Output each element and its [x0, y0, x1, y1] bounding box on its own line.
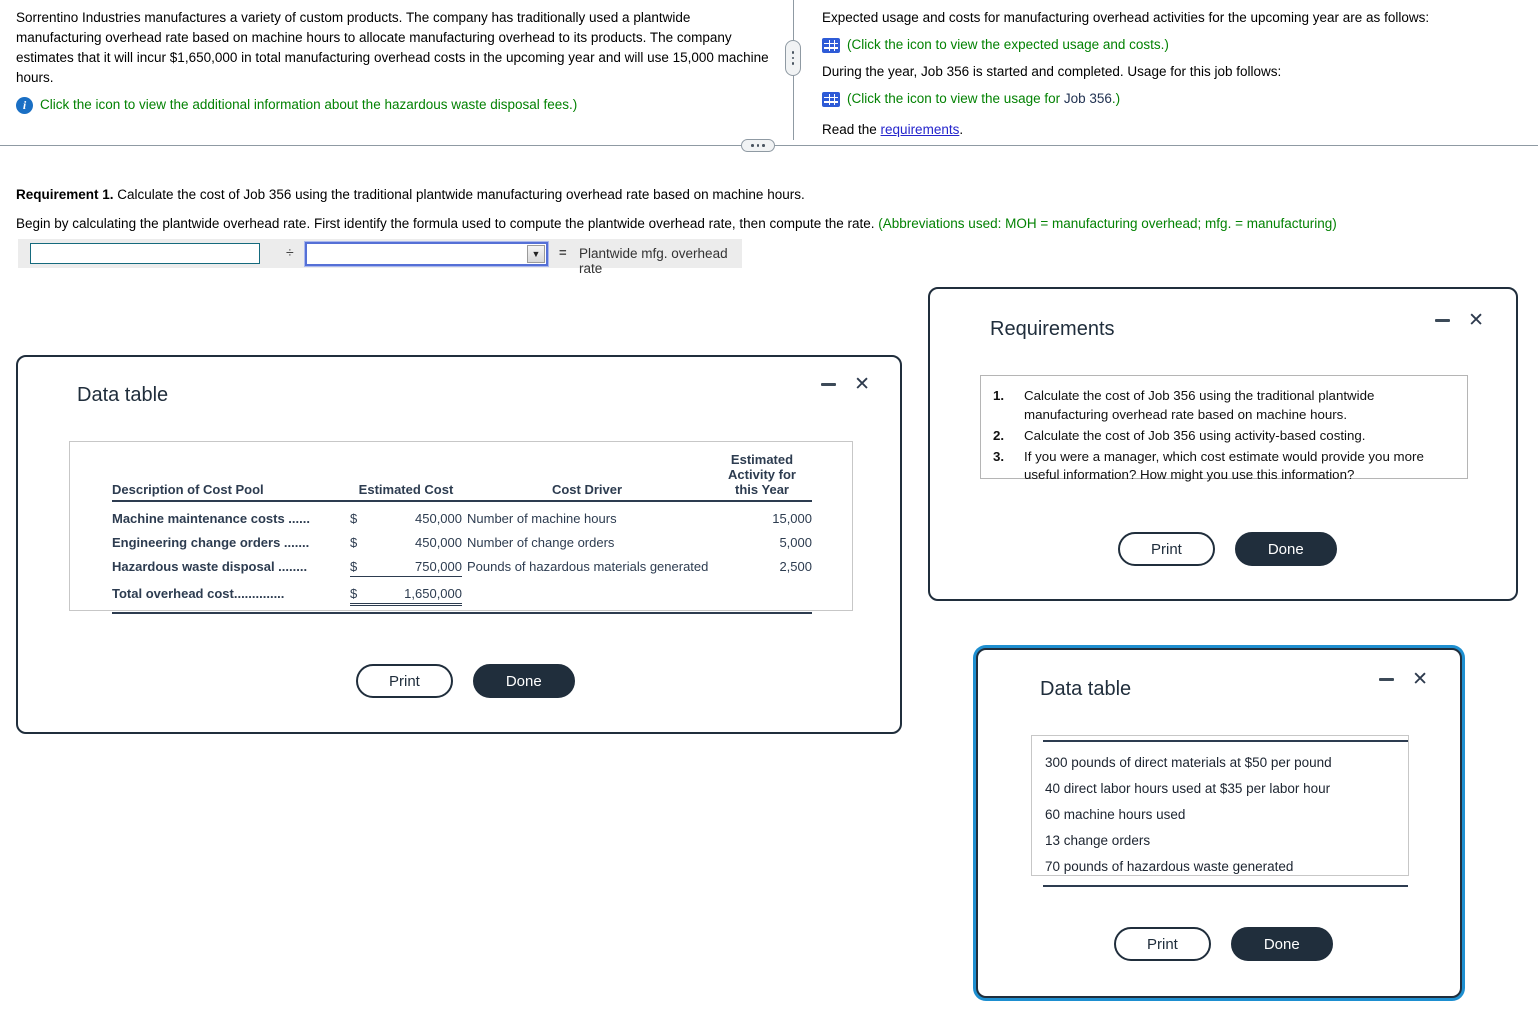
job-usage-item: 300 pounds of direct materials at $50 per pound [1045, 754, 1332, 770]
col-header-cost-driver: Cost Driver [551, 482, 623, 497]
read-requirements-line: Read the requirements. [822, 122, 964, 137]
data-table-dialog [16, 355, 902, 734]
info-link[interactable]: Click the icon to view the additional information about the hazardous waste disposal fees.) [40, 97, 578, 112]
divide-sign: ÷ [286, 244, 294, 260]
done-button[interactable]: Done [1235, 532, 1337, 566]
total-row-amount: $ 1,650,000 [350, 577, 462, 606]
print-button[interactable]: Print [1114, 927, 1211, 961]
horizontal-divider-handle[interactable] [741, 139, 775, 152]
close-icon[interactable]: ✕ [854, 374, 870, 395]
formula-row [18, 239, 742, 276]
row-amount-underlined: $ 750,000 [350, 550, 462, 577]
begin-line: Begin by calculating the plantwide overhead rate. First identify the formula used to compute the plantwide overhead rate, then compute the rate. (Abbreviations used: MOH = manufacturing overhead; mfg. = manufacturing) [16, 216, 1337, 231]
requirement-1-line: Requirement 1. Calculate the cost of Job 356 using the traditional plantwide manufacturing overhead rate based on machine hours. [16, 187, 805, 202]
minimize-icon[interactable] [1379, 678, 1394, 682]
job-usage-item: 60 machine hours used [1045, 806, 1186, 822]
col-header-estimated-cost: Estimated Cost [358, 482, 454, 497]
job-data-table-dialog [976, 648, 1462, 998]
print-button[interactable]: Print [356, 664, 453, 698]
chevron-down-icon[interactable]: ▼ [527, 245, 545, 263]
row-label: Machine maintenance costs ...... [112, 511, 310, 526]
row-label: Hazardous waste disposal ........ [112, 559, 308, 574]
numerator-input[interactable] [30, 243, 260, 264]
requirement-1-label: Requirement 1. [16, 187, 114, 202]
table-icon[interactable] [822, 92, 840, 107]
row-activity: 15,000 [772, 511, 812, 526]
done-button[interactable]: Done [473, 664, 575, 698]
right-line-1: Expected usage and costs for manufacturing overhead activities for the upcoming year are as follows: [822, 10, 1430, 25]
requirements-dialog [928, 287, 1518, 601]
col-header-activity: Estimated Activity for this Year [728, 452, 796, 497]
dialog-title: Requirements [990, 318, 1115, 340]
equals-sign: = [559, 245, 567, 260]
row-driver: Number of machine hours [467, 511, 617, 526]
problem-text: Sorrentino Industries manufactures a variety of custom products. The company has traditionally used a plantwide manufacturing overhead rate based on machine hours to allocate manufacturing overhead to its products. The company estimates that it will incur $1,650,000 in total manufacturing overhead costs in the upcoming year and will use 15,000 machine hours. [16, 10, 769, 85]
requirements-link[interactable]: requirements [880, 122, 960, 137]
row-driver: Pounds of hazardous materials generated [467, 559, 709, 574]
row-driver: Number of change orders [467, 535, 615, 550]
done-button[interactable]: Done [1231, 927, 1333, 961]
requirement-item: 3. If you were a manager, which cost estimate would provide you more useful information? How might you use this information? [993, 448, 1424, 482]
row-amount: $ 450,000 [350, 511, 462, 526]
row-label: Engineering change orders ....... [112, 535, 310, 550]
requirement-item: 1. Calculate the cost of Job 356 using the traditional plantwide manufacturing overhead rate based on machine hours. [993, 388, 1375, 422]
requirements-list [980, 375, 1468, 482]
cost-pool-table [69, 441, 853, 611]
dialog-title: Data table [1040, 678, 1132, 700]
minimize-icon[interactable] [1435, 319, 1450, 323]
usage-costs-link[interactable]: (Click the icon to view the expected usage and costs.) [847, 37, 1169, 52]
job-usage-table [1031, 735, 1409, 876]
problem-statement-right [822, 8, 1522, 140]
denominator-select[interactable] [305, 242, 548, 266]
result-label: Plantwide mfg. overhead rate [579, 246, 728, 276]
job-usage-item: 13 change orders [1045, 832, 1151, 848]
col-header-description: Description of Cost Pool [112, 482, 264, 497]
row-amount: $ 450,000 [350, 535, 462, 550]
table-icon[interactable] [822, 38, 840, 53]
row-activity: 2,500 [779, 559, 812, 574]
minimize-icon[interactable] [821, 383, 836, 387]
info-icon[interactable]: i [16, 97, 33, 114]
job-usage-item: 40 direct labor hours used at $35 per labor hour [1045, 780, 1331, 796]
vertical-divider-handle[interactable] [785, 40, 801, 76]
job-usage-link[interactable]: (Click the icon to view the usage for Job 356.) [847, 91, 1121, 106]
right-line-2: During the year, Job 356 is started and completed. Usage for this job follows: [822, 64, 1282, 79]
job-usage-item: 70 pounds of hazardous waste generated [1045, 858, 1294, 874]
total-row-label: Total overhead cost.............. [112, 586, 285, 601]
dialog-title: Data table [77, 384, 169, 406]
close-icon[interactable]: ✕ [1468, 310, 1484, 331]
problem-statement [16, 8, 778, 122]
close-icon[interactable]: ✕ [1412, 669, 1428, 690]
print-button[interactable]: Print [1118, 532, 1215, 566]
abbreviations-note: (Abbreviations used: MOH = manufacturing overhead; mfg. = manufacturing) [878, 216, 1337, 231]
row-activity: 5,000 [779, 535, 812, 550]
requirement-item: 2. Calculate the cost of Job 356 using activity-based costing. [993, 427, 1366, 443]
